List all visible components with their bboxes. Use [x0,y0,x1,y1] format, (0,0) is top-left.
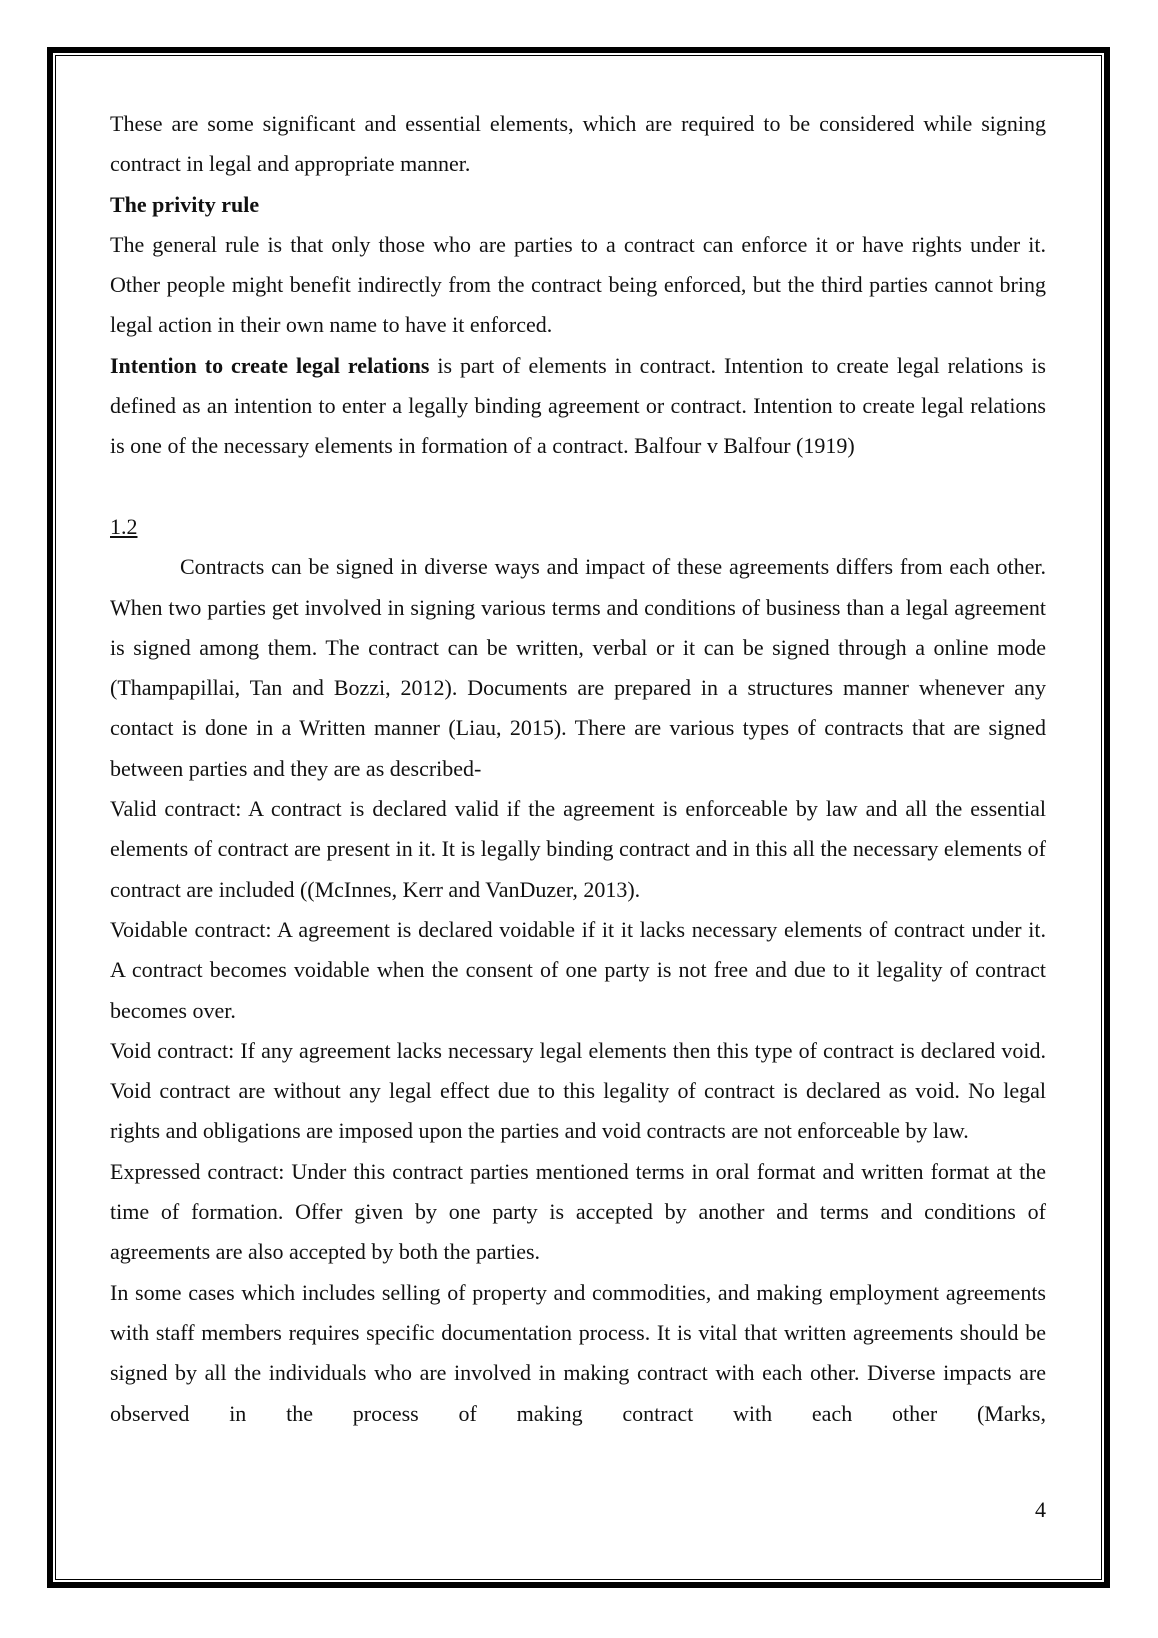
blank-line [110,467,1046,507]
section-number: 1.2 [110,513,138,539]
paragraph: Expressed contract: Under this contract parties mentioned terms in oral format and written format at the time of formation. Offer given by one party is accepted by another and terms and conditions of agreements are also accepted by both the parties. [110,1158,1046,1265]
paragraph: These are some significant and essential elements, which are required to be considered while signing contract in legal and appropriate manner. [110,111,1046,177]
paragraph: The general rule is that only those who are parties to a contract can enforce it or have rights under it. Other people might benefit indirectly from the contract being enforced, but the third parties cannot bring legal action in their own name to have it enforced. [110,231,1046,338]
paragraph: Intention to create legal relations is part of elements in contract. Intention to create legal relations is defined as an intention to enter a legally binding agreement or contract. Intention to create legal relations is one of the necessary elements in formation of a contract. Balfour v Balfour (1919) [110,352,1046,459]
page-number: 4 [1035,1497,1046,1522]
paragraph: Void contract: If any agreement lacks necessary legal elements then this type of contract is declared void. Void contract are without any legal effect due to this legality of contract is declared as void. No legal rights and obligations are imposed upon the parties and void contracts are not enforceable by law. [110,1037,1046,1144]
paragraph: Valid contract: A contract is declared valid if the agreement is enforceable by law and all the essential elements of contract are present in it. It is legally binding contract and in this all the necessary elements of contract are included ((McInnes, Kerr and VanDuzer, 2013). [110,796,1046,902]
paragraph: Voidable contract: A agreement is declared voidable if it it lacks necessary elements of contract under it. A contract becomes voidable when the consent of one party is not free and due to it legality of contract becomes over. [110,916,1046,1023]
paragraph: In some cases which includes selling of property and commodities, and making employment agreements with staff members requires specific documentation process. It is vital that written agreements should be signed by all the individuals who are involved in making contract with each other. Diverse impacts are observed in the process of making contract with each other (Marks, [110,1279,1046,1426]
heading-privity-rule: The privity rule [110,191,260,217]
paragraph: Contracts can be signed in diverse ways and impact of these agreements differs from each other. When two parties get involved in signing various terms and conditions of business than a legal agreement is signed among them. The contract can be written, verbal or it can be signed through a online mode (Thampapillai, Tan and Bozzi, 2012). Documents are prepared in a structures manner whenever any contact is done in a Written manner (Liau, 2015). There are various types of contracts that are signed between parties and they are as described- [110,554,1046,781]
bold-term: Intention to create legal relations [110,352,430,378]
document-body [110,104,1046,1434]
